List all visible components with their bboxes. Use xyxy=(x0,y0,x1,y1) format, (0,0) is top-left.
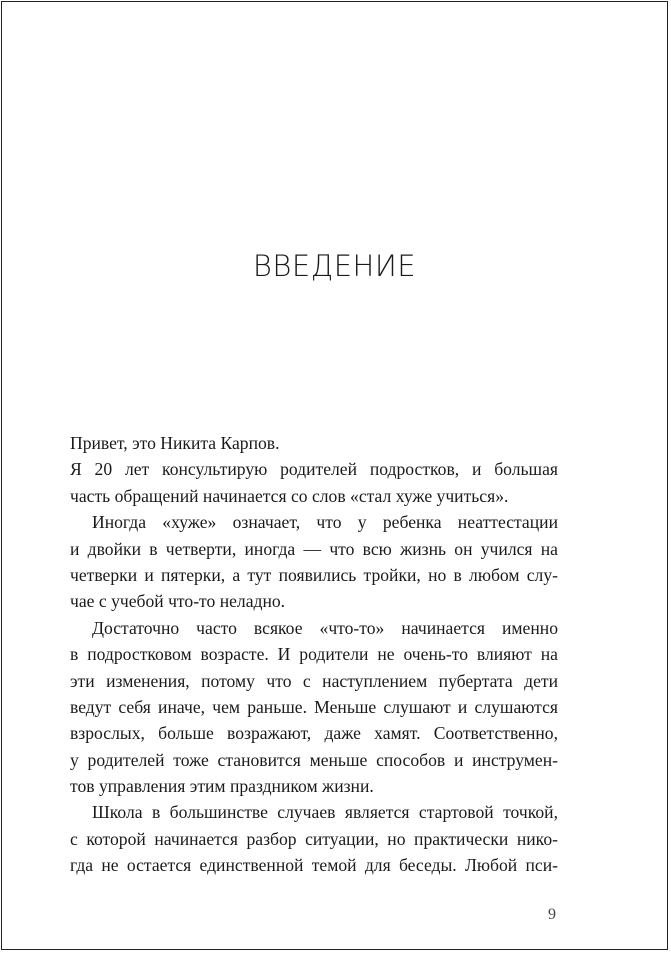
chapter-title: ВВЕДЕНИЕ xyxy=(252,249,417,283)
text-line: у родителей тоже становится меньше способов и инструмен- xyxy=(70,749,558,770)
body-text xyxy=(70,430,558,879)
text-line: с которой начинается разбор ситуации, но практически нико- xyxy=(70,828,558,849)
text-line: в подростковом возрасте. И родители не очень-то влияют на xyxy=(70,644,558,665)
text-line: тов управления этим праздником жизни. xyxy=(70,776,374,797)
text-line: четверки и пятерки, а тут появились тройки, но в любом слу- xyxy=(70,564,558,585)
text-line: Я 20 лет консультирую родителей подростков, и большая xyxy=(70,459,558,480)
page-number: 9 xyxy=(548,906,556,923)
text-line: Привет, это Никита Карпов. xyxy=(70,433,280,453)
book-page xyxy=(1,1,668,950)
text-line: и двойки в четверти, иногда — что всю жизнь он учился на xyxy=(70,538,558,559)
text-line: чае с учебой что-то неладно. xyxy=(70,591,286,612)
text-line: Школа в большинстве случаев является стартовой точкой, xyxy=(92,802,558,823)
text-line: Иногда «хуже» означает, что у ребенка неаттестации xyxy=(92,512,558,533)
text-line: Достаточно часто всякое «что-то» начинается именно xyxy=(92,617,558,638)
text-line: ведут себя иначе, чем раньше. Меньше слушают и слушаются xyxy=(70,696,558,717)
text-line: взрослых, больше возражают, даже хамят. Соответственно, xyxy=(70,723,558,744)
text-line: гда не остается единственной темой для беседы. Любой пси- xyxy=(70,855,558,876)
text-line: часть обращений начинается со слов «стал хуже учиться». xyxy=(70,485,509,506)
text-line: эти изменения, потому что с наступлением пубертата дети xyxy=(70,670,558,691)
